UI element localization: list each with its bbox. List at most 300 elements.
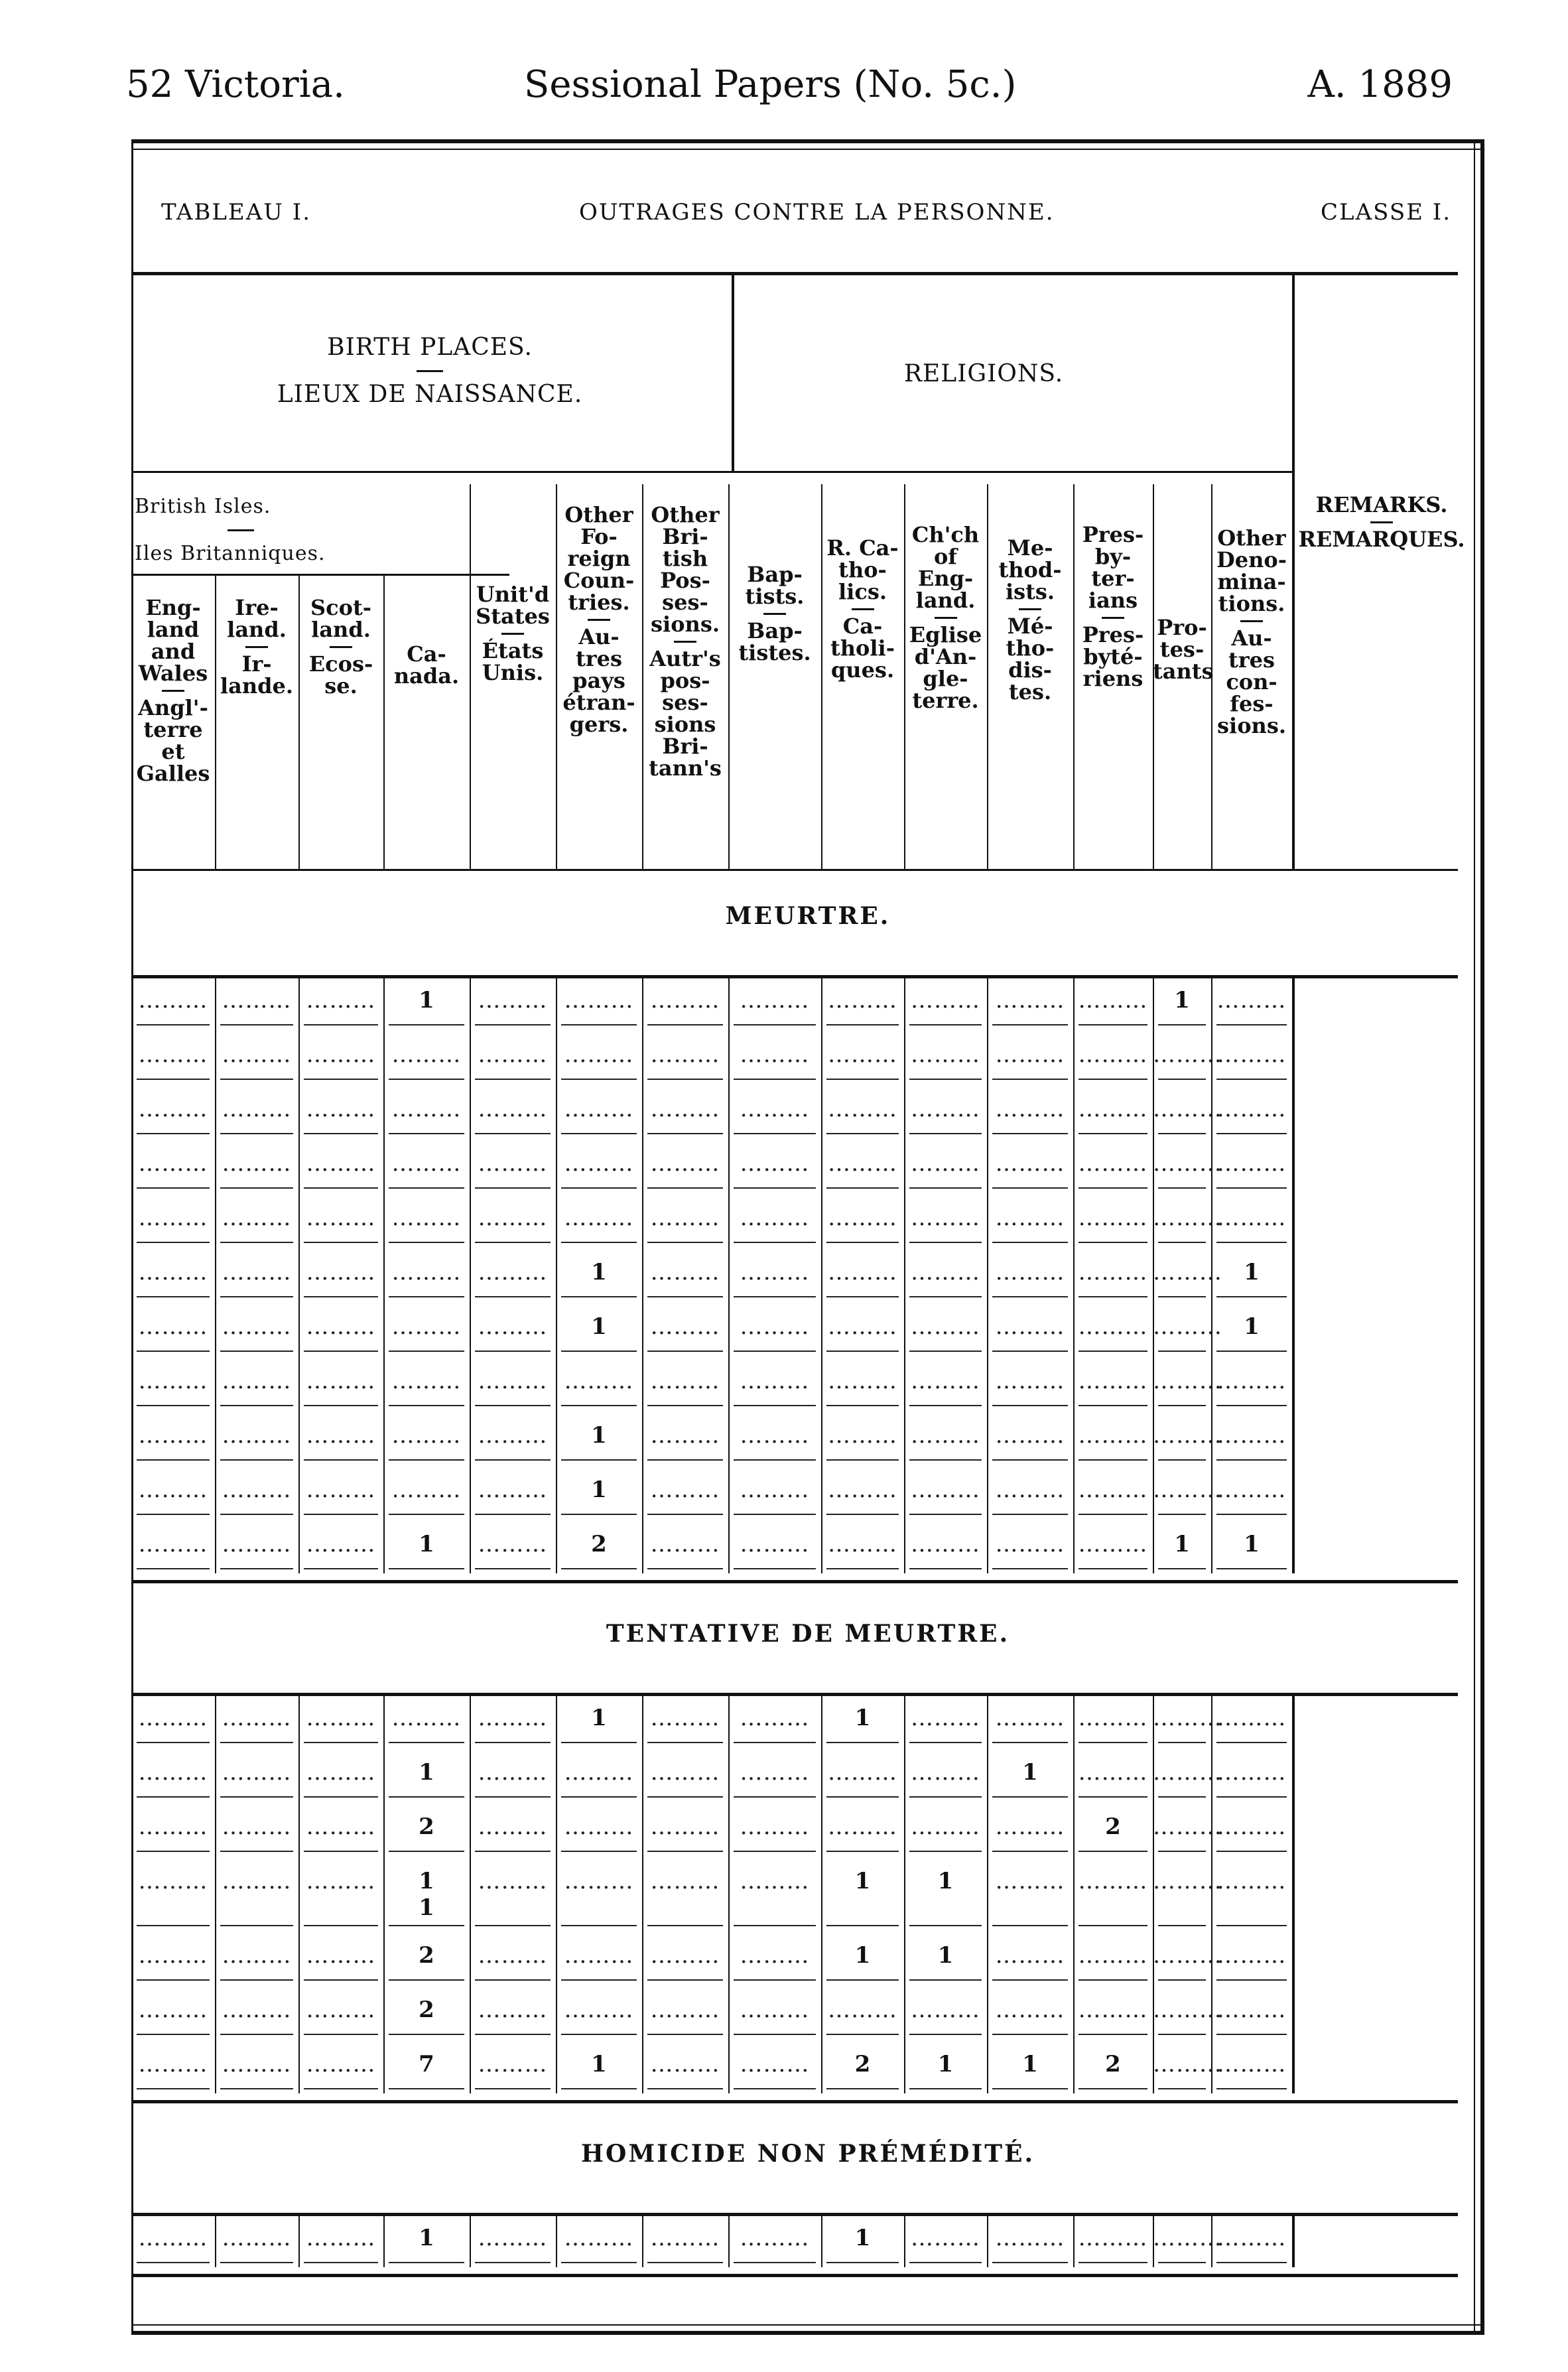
table-cell: 1 bbox=[591, 1705, 607, 1731]
row-rule bbox=[909, 1979, 982, 1981]
column-label-en: Ire- land. bbox=[227, 595, 287, 642]
table-cell: ……… bbox=[478, 1868, 548, 1894]
column-label-en: Pro- tes- tants bbox=[1153, 615, 1214, 684]
table-cell: 1 bbox=[854, 1942, 871, 1969]
table-cell: ……… bbox=[650, 1368, 720, 1394]
table-cell: ……… bbox=[995, 1096, 1065, 1122]
row-rule bbox=[220, 2088, 293, 2089]
row-rule bbox=[909, 1351, 982, 1352]
row-rule bbox=[389, 1296, 464, 1297]
column-header bbox=[1073, 524, 1153, 690]
column-label-fr: États Unis. bbox=[482, 638, 544, 685]
table-cell: ……… bbox=[1216, 1868, 1287, 1894]
table-cell: ……… bbox=[1216, 1813, 1287, 1840]
divider bbox=[1292, 975, 1295, 1573]
row-rule bbox=[137, 1187, 210, 1189]
row-rule bbox=[992, 1514, 1068, 1515]
table-cell: ……… bbox=[995, 987, 1065, 1014]
row-rule bbox=[1216, 1568, 1287, 1569]
row-rule bbox=[826, 1925, 899, 1926]
row-rule bbox=[220, 2034, 293, 2035]
row-rule bbox=[734, 1405, 816, 1406]
table-cell: 1 bbox=[937, 1942, 954, 1969]
table-cell: ……… bbox=[138, 1997, 208, 2023]
section-title: TENTATIVE DE MEURTRE. bbox=[606, 1620, 1010, 1648]
table-cell: ……… bbox=[478, 1205, 548, 1231]
table-cell: ……… bbox=[222, 1422, 292, 1449]
row-rule bbox=[909, 2262, 982, 2263]
table-frame bbox=[131, 139, 1484, 2335]
row-rule bbox=[826, 1296, 899, 1297]
table-cell: ……… bbox=[138, 1096, 208, 1122]
tableau-title: OUTRAGES CONTRE LA PERSONNE. bbox=[579, 199, 1055, 226]
dash bbox=[674, 641, 696, 643]
row-rule bbox=[826, 1979, 899, 1981]
row-rule bbox=[304, 1296, 378, 1297]
table-cell: 2 bbox=[419, 1997, 434, 2023]
row-rule bbox=[304, 1742, 378, 1743]
row-rule bbox=[1216, 1296, 1287, 1297]
table-cell: ……… bbox=[1078, 1368, 1148, 1394]
row-rule bbox=[647, 1296, 723, 1297]
dash bbox=[501, 633, 524, 635]
row-rule bbox=[304, 1187, 378, 1189]
row-rule bbox=[992, 1742, 1068, 1743]
row-rule bbox=[304, 2088, 378, 2089]
row-rule bbox=[992, 1187, 1068, 1189]
table-cell: 1 1 bbox=[419, 1868, 434, 1921]
table-cell: ……… bbox=[564, 1041, 634, 1068]
row-rule bbox=[389, 1079, 464, 1080]
row-rule bbox=[137, 1514, 210, 1515]
table-cell: ……… bbox=[478, 1422, 548, 1449]
table-cell: ……… bbox=[391, 1205, 462, 1231]
divider bbox=[1292, 272, 1295, 869]
table-cell: ……… bbox=[1078, 1477, 1148, 1503]
row-rule bbox=[475, 1979, 551, 1981]
table-cell: ……… bbox=[1216, 1759, 1287, 1786]
row-rule bbox=[220, 1187, 293, 1189]
table-cell: ……… bbox=[995, 1368, 1065, 1394]
table-cell: 1 bbox=[591, 1477, 607, 1503]
table-cell: 1 bbox=[419, 987, 434, 1014]
table-cell: ……… bbox=[564, 1997, 634, 2023]
row-rule bbox=[561, 1405, 637, 1406]
row-rule bbox=[1216, 1796, 1287, 1798]
row-rule bbox=[1078, 1851, 1147, 1852]
row-rule bbox=[475, 1133, 551, 1134]
table-cell: ……… bbox=[1153, 1942, 1222, 1969]
section-title: HOMICIDE NON PRÉMÉDITÉ. bbox=[581, 2140, 1035, 2168]
row-rule bbox=[475, 1079, 551, 1080]
row-rule bbox=[304, 1979, 378, 1981]
table-cell: ……… bbox=[740, 1759, 810, 1786]
table-cell: ……… bbox=[306, 1868, 376, 1894]
row-rule bbox=[475, 1024, 551, 1025]
tableau-heading bbox=[161, 199, 1451, 239]
table-cell: ……… bbox=[740, 1997, 810, 2023]
row-rule bbox=[1216, 1351, 1287, 1352]
row-rule bbox=[647, 1187, 723, 1189]
row-rule bbox=[1078, 1459, 1147, 1461]
row-rule bbox=[137, 2088, 210, 2089]
table-cell: 7 bbox=[419, 2051, 434, 2077]
divider bbox=[131, 1580, 1458, 1583]
row-rule bbox=[561, 1242, 637, 1243]
divider bbox=[131, 1693, 1458, 1696]
column-divider bbox=[821, 975, 822, 1573]
dash bbox=[330, 646, 352, 648]
tableau-class: CLASSE I. bbox=[1321, 199, 1451, 226]
column-header bbox=[1153, 615, 1214, 684]
table-cell: ……… bbox=[138, 1813, 208, 1840]
table-cell: ……… bbox=[1078, 1705, 1148, 1731]
row-rule bbox=[734, 1459, 816, 1461]
table-cell: ……… bbox=[650, 1997, 720, 2023]
column-divider bbox=[821, 484, 822, 869]
dash bbox=[1102, 617, 1124, 619]
row-rule bbox=[826, 2262, 899, 2263]
row-rule bbox=[734, 1568, 816, 1569]
column-divider bbox=[904, 1693, 905, 2093]
row-rule bbox=[647, 1133, 723, 1134]
column-label-en: Unit'd States bbox=[476, 582, 550, 629]
header-right: A. 1889 bbox=[1307, 63, 1453, 106]
column-label-en: Ch'ch of Eng- land. bbox=[911, 522, 980, 613]
row-rule bbox=[389, 1187, 464, 1189]
column-divider bbox=[987, 1693, 988, 2093]
table-cell: ……… bbox=[1216, 1477, 1287, 1503]
table-cell: ……… bbox=[391, 1477, 462, 1503]
row-rule bbox=[1158, 1979, 1206, 1981]
row-rule bbox=[826, 1851, 899, 1852]
table-cell: ……… bbox=[1153, 1150, 1222, 1177]
table-cell: ……… bbox=[138, 1422, 208, 1449]
row-rule bbox=[304, 2262, 378, 2263]
row-rule bbox=[992, 1851, 1068, 1852]
table-cell: 1 bbox=[1244, 1313, 1260, 1340]
row-rule bbox=[561, 1459, 637, 1461]
row-rule bbox=[826, 1133, 899, 1134]
row-rule bbox=[909, 1568, 982, 1569]
table-cell: ……… bbox=[1216, 1705, 1287, 1731]
row-rule bbox=[909, 2034, 982, 2035]
row-rule bbox=[992, 1242, 1068, 1243]
table-cell: ……… bbox=[564, 1942, 634, 1969]
table-cell: 1 bbox=[1174, 987, 1190, 1014]
row-rule bbox=[909, 1925, 982, 1926]
row-rule bbox=[220, 1079, 293, 1080]
column-divider bbox=[987, 975, 988, 1573]
table-cell: ……… bbox=[478, 1942, 548, 1969]
table-cell: ……… bbox=[650, 1531, 720, 1557]
table-cell: ……… bbox=[138, 1868, 208, 1894]
row-rule bbox=[1078, 1925, 1147, 1926]
row-rule bbox=[220, 1568, 293, 1569]
row-rule bbox=[137, 2262, 210, 2263]
row-rule bbox=[1078, 2088, 1147, 2089]
row-rule bbox=[647, 1242, 723, 1243]
column-divider bbox=[904, 975, 905, 1573]
row-rule bbox=[909, 1133, 982, 1134]
column-divider bbox=[1211, 975, 1212, 1573]
row-rule bbox=[475, 1459, 551, 1461]
row-rule bbox=[304, 1568, 378, 1569]
column-header bbox=[642, 504, 728, 779]
column-divider bbox=[904, 2213, 905, 2267]
table-cell: ……… bbox=[1153, 1477, 1222, 1503]
column-divider bbox=[1153, 1693, 1154, 2093]
table-cell: ……… bbox=[306, 1942, 376, 1969]
birth-places-fr: LIEUX DE NAISSANCE. bbox=[277, 381, 583, 408]
row-rule bbox=[1078, 1742, 1147, 1743]
table-cell: ……… bbox=[138, 1759, 208, 1786]
table-cell: ……… bbox=[564, 1813, 634, 1840]
row-rule bbox=[734, 1742, 816, 1743]
table-cell: ……… bbox=[650, 1422, 720, 1449]
table-cell: ……… bbox=[995, 2225, 1065, 2251]
table-cell: ……… bbox=[828, 1150, 897, 1177]
row-rule bbox=[1158, 2034, 1206, 2035]
row-rule bbox=[304, 1024, 378, 1025]
table-cell: ……… bbox=[478, 1477, 548, 1503]
table-cell: ……… bbox=[1078, 1096, 1148, 1122]
table-cell: ……… bbox=[828, 1997, 897, 2023]
table-cell: ……… bbox=[995, 1813, 1065, 1840]
table-cell: ……… bbox=[650, 1705, 720, 1731]
row-rule bbox=[647, 1405, 723, 1406]
table-cell: 1 bbox=[854, 1705, 871, 1731]
row-rule bbox=[909, 1024, 982, 1025]
column-divider bbox=[470, 1693, 471, 2093]
table-cell: ……… bbox=[478, 1368, 548, 1394]
row-rule bbox=[1216, 1742, 1287, 1743]
table-cell: ……… bbox=[828, 1096, 897, 1122]
table-cell: 2 bbox=[1105, 1813, 1121, 1840]
table-cell: ……… bbox=[828, 1368, 897, 1394]
table-cell: 1 bbox=[591, 1422, 607, 1449]
dash bbox=[1240, 620, 1263, 622]
row-rule bbox=[561, 1351, 637, 1352]
column-divider bbox=[215, 975, 216, 1573]
row-rule bbox=[1216, 1405, 1287, 1406]
header-left: 52 Victoria. bbox=[126, 63, 345, 106]
table-cell: ……… bbox=[650, 1813, 720, 1840]
table-cell: ……… bbox=[222, 2051, 292, 2077]
column-divider bbox=[215, 1693, 216, 2093]
dash bbox=[852, 608, 874, 610]
row-rule bbox=[992, 1979, 1068, 1981]
column-header bbox=[1211, 527, 1292, 737]
row-rule bbox=[475, 1925, 551, 1926]
column-divider bbox=[728, 2213, 730, 2267]
table-cell: ……… bbox=[222, 1096, 292, 1122]
table-cell: ……… bbox=[222, 2225, 292, 2251]
table-cell: ……… bbox=[1153, 1705, 1222, 1731]
table-cell: ……… bbox=[564, 1868, 634, 1894]
table-cell: ……… bbox=[650, 2051, 720, 2077]
divider bbox=[131, 574, 509, 576]
table-cell: ……… bbox=[740, 1942, 810, 1969]
column-header bbox=[728, 564, 821, 664]
row-rule bbox=[992, 2262, 1068, 2263]
row-rule bbox=[137, 1796, 210, 1798]
row-rule bbox=[475, 1851, 551, 1852]
table-cell: ……… bbox=[564, 1368, 634, 1394]
table-cell: ……… bbox=[222, 1813, 292, 1840]
column-divider bbox=[987, 2213, 988, 2267]
row-rule bbox=[734, 1242, 816, 1243]
row-rule bbox=[561, 1079, 637, 1080]
table-cell: 1 bbox=[937, 1868, 954, 1894]
row-rule bbox=[561, 1979, 637, 1981]
table-cell: ……… bbox=[1216, 1942, 1287, 1969]
row-rule bbox=[734, 2088, 816, 2089]
table-cell: ……… bbox=[995, 1942, 1065, 1969]
column-divider bbox=[642, 975, 643, 1573]
table-cell: 2 bbox=[419, 1942, 434, 1969]
column-label-fr: Ecos- se. bbox=[308, 651, 373, 698]
row-rule bbox=[1078, 1133, 1147, 1134]
column-divider bbox=[1211, 1693, 1212, 2093]
row-rule bbox=[137, 1851, 210, 1852]
column-label-fr: Autr's pos- ses- sions Bri- tann's bbox=[649, 646, 722, 781]
table-cell: ……… bbox=[1153, 1096, 1222, 1122]
row-rule bbox=[1078, 2262, 1147, 2263]
row-rule bbox=[909, 1514, 982, 1515]
row-rule bbox=[1216, 1133, 1287, 1134]
table-cell: 1 bbox=[1244, 1531, 1260, 1557]
table-cell: ……… bbox=[1078, 1205, 1148, 1231]
table-cell: ……… bbox=[1216, 1096, 1287, 1122]
british-isles-en: British Isles. bbox=[135, 495, 271, 518]
table-cell: ……… bbox=[222, 987, 292, 1014]
row-rule bbox=[1216, 1851, 1287, 1852]
row-rule bbox=[1078, 1405, 1147, 1406]
row-rule bbox=[220, 1024, 293, 1025]
dash bbox=[935, 617, 957, 619]
row-rule bbox=[137, 2034, 210, 2035]
column-divider bbox=[1211, 2213, 1212, 2267]
row-rule bbox=[389, 1925, 464, 1926]
table-cell: ……… bbox=[306, 1422, 376, 1449]
table-cell: ……… bbox=[995, 1313, 1065, 1340]
column-divider bbox=[298, 975, 300, 1573]
table-cell: 1 bbox=[419, 2225, 434, 2251]
row-rule bbox=[647, 2088, 723, 2089]
column-divider bbox=[642, 2213, 643, 2267]
table-cell: ……… bbox=[306, 1477, 376, 1503]
row-rule bbox=[304, 1242, 378, 1243]
table-cell: ……… bbox=[478, 1759, 548, 1786]
column-divider bbox=[215, 574, 216, 869]
table-cell: ……… bbox=[995, 1868, 1065, 1894]
table-cell: ……… bbox=[650, 1096, 720, 1122]
table-cell: ……… bbox=[478, 1259, 548, 1285]
row-rule bbox=[475, 1568, 551, 1569]
column-divider bbox=[1153, 2213, 1154, 2267]
frame-border bbox=[131, 139, 1484, 143]
column-label-fr: Mé- tho- dis- tes. bbox=[1006, 614, 1055, 704]
row-rule bbox=[1078, 1351, 1147, 1352]
table-cell: ……… bbox=[564, 1759, 634, 1786]
column-header bbox=[556, 504, 642, 736]
table-cell: ……… bbox=[222, 1150, 292, 1177]
column-header bbox=[904, 524, 987, 712]
table-cell: ……… bbox=[222, 1705, 292, 1731]
table-cell: ……… bbox=[740, 1368, 810, 1394]
table-cell: ……… bbox=[1078, 1259, 1148, 1285]
table-cell: ……… bbox=[995, 1477, 1065, 1503]
table-cell: ……… bbox=[650, 1868, 720, 1894]
row-rule bbox=[137, 1024, 210, 1025]
column-divider bbox=[298, 574, 300, 869]
table-cell: ……… bbox=[306, 1368, 376, 1394]
row-rule bbox=[137, 1742, 210, 1743]
table-cell: ……… bbox=[478, 1813, 548, 1840]
row-rule bbox=[475, 1514, 551, 1515]
table-cell: ……… bbox=[222, 1477, 292, 1503]
table-cell: ……… bbox=[1078, 1313, 1148, 1340]
row-rule bbox=[1158, 1024, 1206, 1025]
row-rule bbox=[1078, 1242, 1147, 1243]
row-rule bbox=[734, 1796, 816, 1798]
table-cell: ……… bbox=[1153, 1759, 1222, 1786]
row-rule bbox=[137, 1405, 210, 1406]
row-rule bbox=[992, 1079, 1068, 1080]
column-label-en: Other Deno- mina- tions. bbox=[1216, 525, 1287, 616]
table-cell: 1 bbox=[937, 2051, 954, 2077]
table-cell: ……… bbox=[1078, 1868, 1148, 1894]
table-cell: ……… bbox=[650, 1942, 720, 1969]
table-cell: ……… bbox=[1153, 1868, 1222, 1894]
table-cell: ……… bbox=[650, 987, 720, 1014]
table-cell: ……… bbox=[650, 1759, 720, 1786]
table-cell: ……… bbox=[138, 1259, 208, 1285]
table-cell: ……… bbox=[391, 1705, 462, 1731]
table-cell: ……… bbox=[995, 1205, 1065, 1231]
row-rule bbox=[1078, 1296, 1147, 1297]
column-label-en: Pres- by- ter- ians bbox=[1082, 522, 1144, 613]
row-rule bbox=[826, 1351, 899, 1352]
table-cell: ……… bbox=[740, 2051, 810, 2077]
column-label-en: Ca- nada. bbox=[393, 641, 460, 689]
column-label-fr: Ca- tholi- ques. bbox=[830, 614, 895, 683]
row-rule bbox=[389, 2034, 464, 2035]
row-rule bbox=[1078, 1187, 1147, 1189]
table-cell: ……… bbox=[740, 1477, 810, 1503]
column-label-en: R. Ca- tho- lics. bbox=[826, 535, 899, 604]
divider bbox=[131, 869, 1458, 871]
row-rule bbox=[992, 1925, 1068, 1926]
row-rule bbox=[475, 1796, 551, 1798]
row-rule bbox=[826, 1568, 899, 1569]
table-cell: ……… bbox=[828, 1259, 897, 1285]
table-cell: ……… bbox=[1216, 2051, 1287, 2077]
column-header bbox=[383, 643, 470, 687]
table-cell: ……… bbox=[828, 1313, 897, 1340]
table-cell: ……… bbox=[1153, 1813, 1222, 1840]
table-cell: ……… bbox=[478, 1096, 548, 1122]
table-cell: ……… bbox=[911, 1422, 980, 1449]
table-cell: ……… bbox=[740, 2225, 810, 2251]
table-cell: 2 bbox=[854, 2051, 871, 2077]
row-rule bbox=[1158, 1851, 1206, 1852]
table-cell: ……… bbox=[740, 1422, 810, 1449]
row-rule bbox=[826, 1459, 899, 1461]
table-cell: ……… bbox=[478, 1313, 548, 1340]
table-cell: ……… bbox=[828, 1477, 897, 1503]
